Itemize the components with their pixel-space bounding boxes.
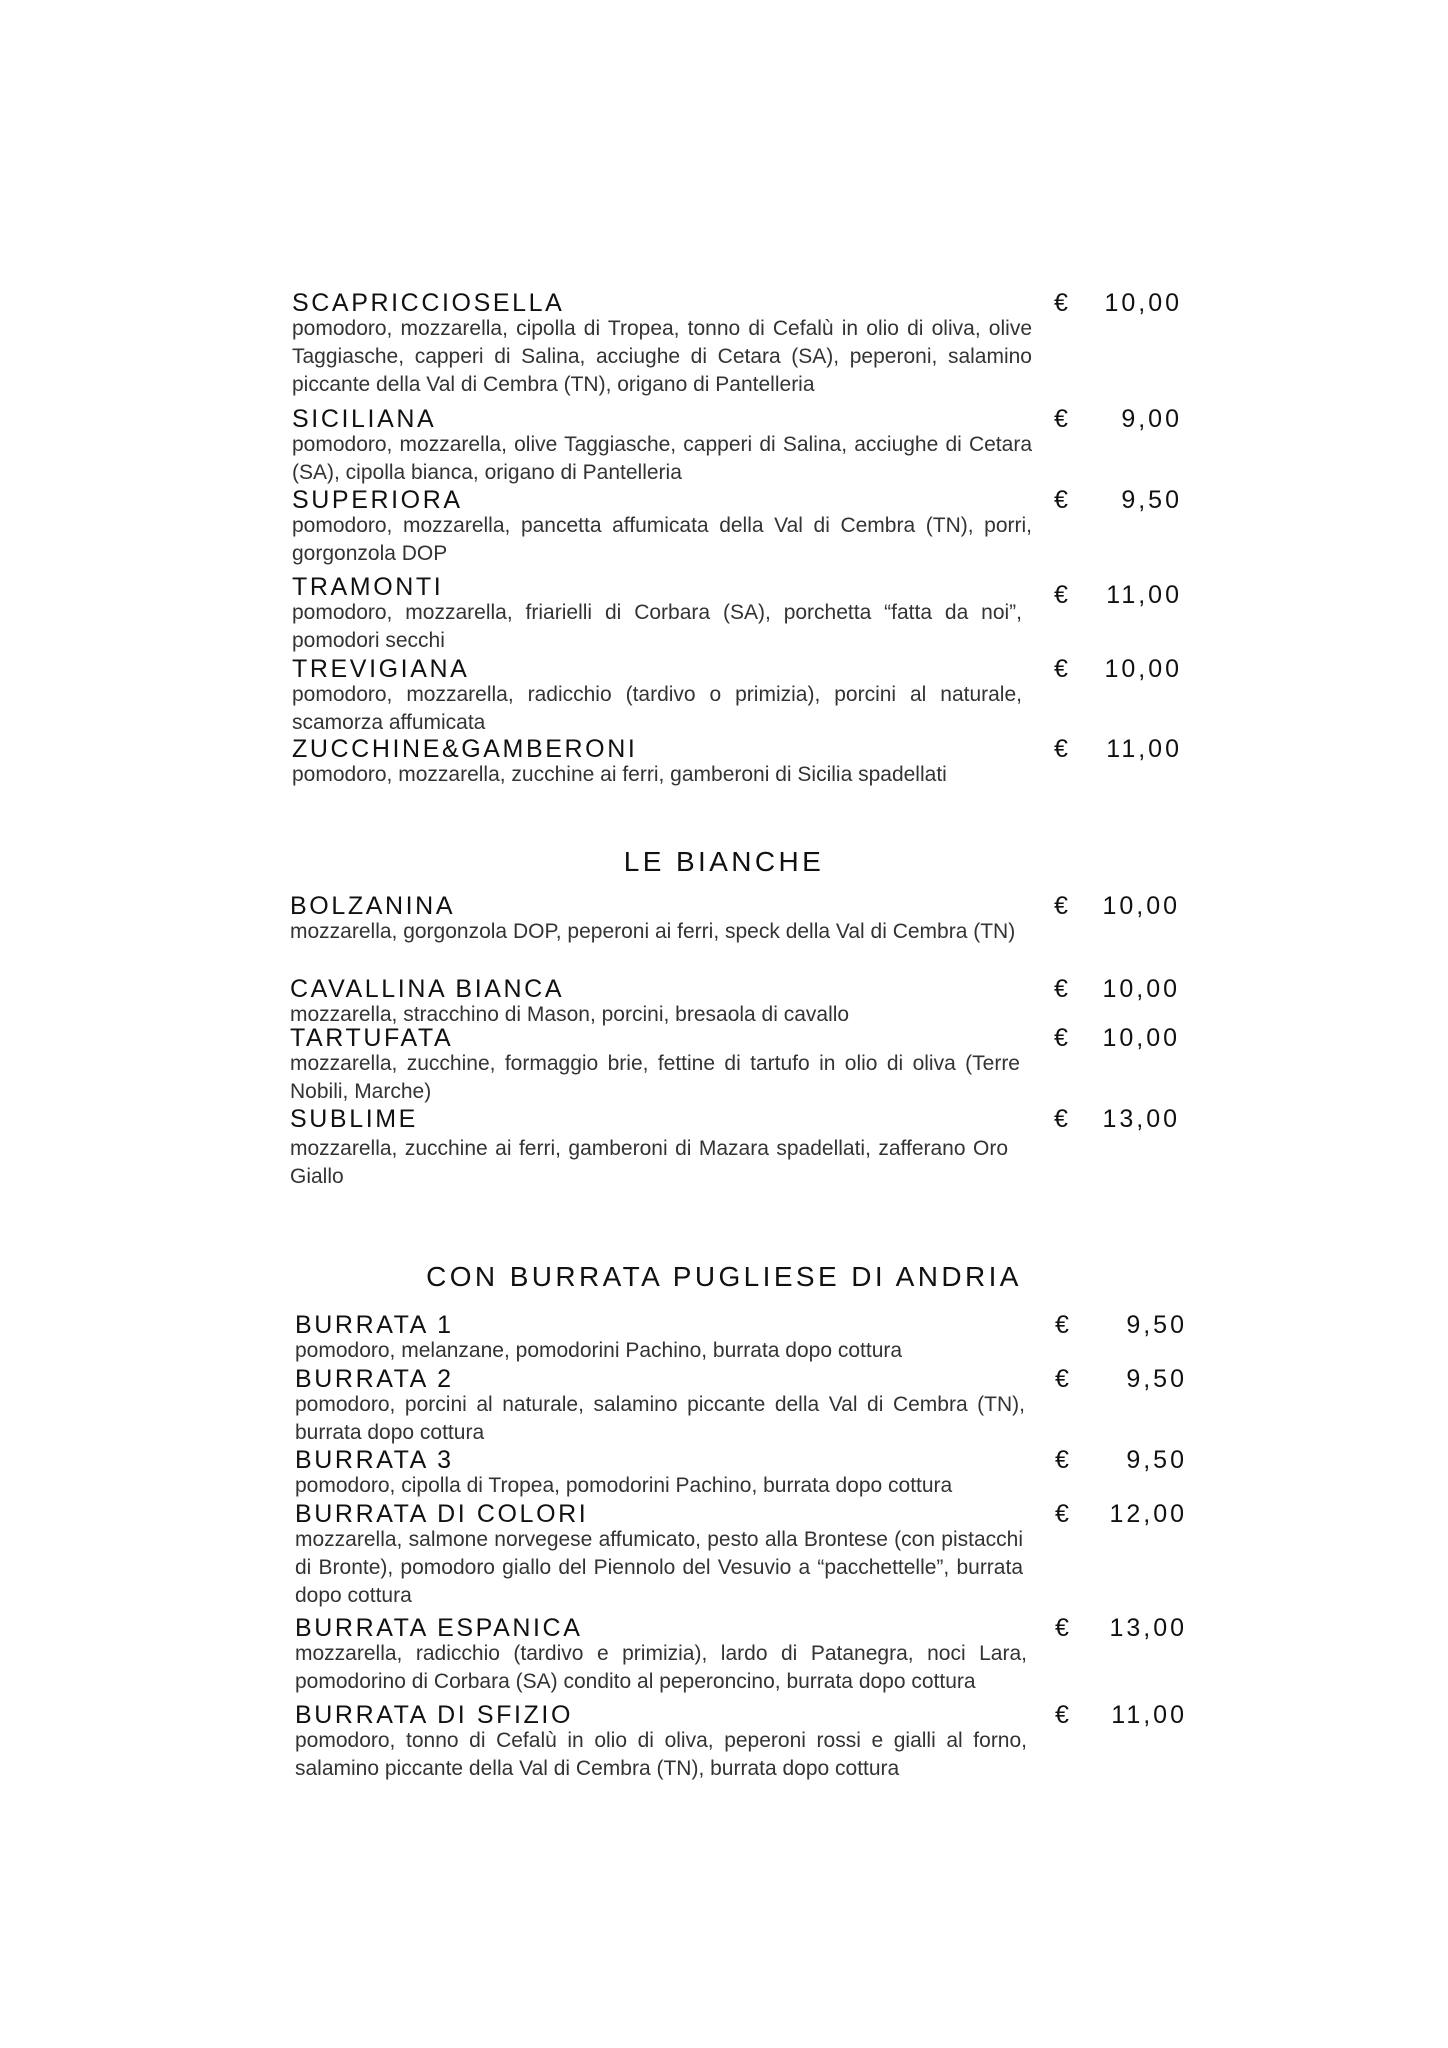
item-name: SUPERIORA: [292, 486, 463, 514]
currency-symbol: €: [1054, 289, 1068, 317]
currency-symbol: €: [1054, 486, 1068, 514]
currency-symbol: €: [1054, 975, 1068, 1003]
item-description: pomodoro, cipolla di Tropea, pomodorini Pachino, burrata dopo cottura: [295, 1474, 953, 1497]
section-title-le-bianche: LE BIANCHE: [623, 846, 825, 877]
price-value: 13,00: [1109, 1614, 1187, 1642]
price-value: 9,00: [1121, 405, 1182, 433]
price-value: 10,00: [1102, 892, 1180, 920]
price-value: 9,50: [1126, 1446, 1187, 1474]
item-name: BOLZANINA: [290, 892, 456, 920]
price-value: 11,00: [1106, 735, 1182, 763]
price-value: 11,00: [1111, 1701, 1187, 1729]
item-description: pomodoro, mozzarella, olive Taggiasche, capperi di Salina, acciughe di Cetara (SA), cipolla bianca, origano di Pantelleria: [292, 433, 1032, 484]
price-value: 12,00: [1109, 1500, 1187, 1528]
item-description: mozzarella, radicchio (tardivo e primizia), lardo di Patanegra, noci Lara, pomodorino di Corbara (SA) condito al peperoncino, burrata dopo cottura: [295, 1642, 1027, 1693]
price-value: 10,00: [1104, 655, 1182, 683]
price-value: 11,00: [1106, 581, 1182, 609]
price-value: 10,00: [1104, 289, 1182, 317]
currency-symbol: €: [1054, 735, 1068, 763]
item-name: BURRATA DI COLORI: [295, 1500, 589, 1528]
price-value: 10,00: [1102, 975, 1180, 1003]
item-description: pomodoro, mozzarella, pancetta affumicata della Val di Cembra (TN), porri, gorgonzola DOP: [292, 514, 1032, 565]
item-description: mozzarella, zucchine ai ferri, gamberoni di Mazara spadellati, zafferano Oro Giallo: [290, 1137, 1008, 1188]
item-description: pomodoro, melanzane, pomodorini Pachino, burrata dopo cottura: [295, 1339, 903, 1362]
item-name: BURRATA 2: [295, 1365, 454, 1393]
currency-symbol: €: [1054, 581, 1068, 609]
currency-symbol: €: [1055, 1365, 1069, 1393]
item-name: SICILIANA: [292, 405, 437, 433]
item-name: SCAPRICCIOSELLA: [292, 289, 565, 317]
item-description: mozzarella, zucchine, formaggio brie, fettine di tartufo in olio di oliva (Terre Nobili, Marche): [290, 1052, 1020, 1103]
currency-symbol: €: [1054, 892, 1068, 920]
item-name: CAVALLINA BIANCA: [290, 975, 565, 1003]
item-description: pomodoro, mozzarella, zucchine ai ferri, gamberoni di Sicilia spadellati: [292, 763, 947, 786]
item-description: mozzarella, stracchino di Mason, porcini, bresaola di cavallo: [290, 1003, 850, 1026]
price-value: 13,00: [1102, 1105, 1180, 1133]
section-title-con-burrata: CON BURRATA PUGLIESE DI ANDRIA: [426, 1261, 1022, 1292]
item-name: BURRATA ESPANICA: [295, 1614, 583, 1642]
item-description: mozzarella, gorgonzola DOP, peperoni ai ferri, speck della Val di Cembra (TN): [290, 920, 1016, 943]
item-name: TREVIGIANA: [292, 655, 470, 683]
item-description: pomodoro, mozzarella, radicchio (tardivo o primizia), porcini al naturale, scamorza affumicata: [292, 683, 1022, 734]
item-name: BURRATA 3: [295, 1446, 454, 1474]
item-name: BURRATA DI SFIZIO: [295, 1701, 574, 1729]
currency-symbol: €: [1055, 1446, 1069, 1474]
item-name: ZUCCHINE&GAMBERONI: [292, 735, 638, 763]
price-value: 10,00: [1102, 1024, 1180, 1052]
price-value: 9,50: [1126, 1365, 1187, 1393]
currency-symbol: €: [1054, 1105, 1068, 1133]
price-value: 9,50: [1121, 486, 1182, 514]
item-description: pomodoro, tonno di Cefalù in olio di oliva, peperoni rossi e gialli al forno, salamino piccante della Val di Cembra (TN), burrata dopo cottura: [295, 1729, 1027, 1780]
currency-symbol: €: [1054, 1024, 1068, 1052]
currency-symbol: €: [1055, 1311, 1069, 1339]
item-name: BURRATA 1: [295, 1311, 454, 1339]
currency-symbol: €: [1054, 655, 1068, 683]
item-description: mozzarella, salmone norvegese affumicato, pesto alla Brontese (con pistacchi di Bronte), pomodoro giallo del Piennolo del Vesuvio a “pacchettelle”, burrata dopo cottura: [295, 1528, 1023, 1607]
item-name: TRAMONTI: [292, 573, 444, 601]
item-description: pomodoro, mozzarella, friarielli di Corbara (SA), porchetta “fatta da noi”, pomodori secchi: [292, 601, 1022, 652]
item-description: pomodoro, porcini al naturale, salamino piccante della Val di Cembra (TN), burrata dopo cottura: [295, 1393, 1025, 1444]
item-name: TARTUFATA: [290, 1024, 454, 1052]
currency-symbol: €: [1055, 1500, 1069, 1528]
price-value: 9,50: [1126, 1311, 1187, 1339]
currency-symbol: €: [1055, 1701, 1069, 1729]
item-description: pomodoro, mozzarella, cipolla di Tropea, tonno di Cefalù in olio di oliva, olive Taggiasche, capperi di Salina, acciughe di Cetara (SA), peperoni, salamino piccante della Val di Cembra (TN), origano di Pantelleria: [292, 317, 1032, 396]
currency-symbol: €: [1054, 405, 1068, 433]
item-name: SUBLIME: [290, 1105, 418, 1133]
currency-symbol: €: [1055, 1614, 1069, 1642]
